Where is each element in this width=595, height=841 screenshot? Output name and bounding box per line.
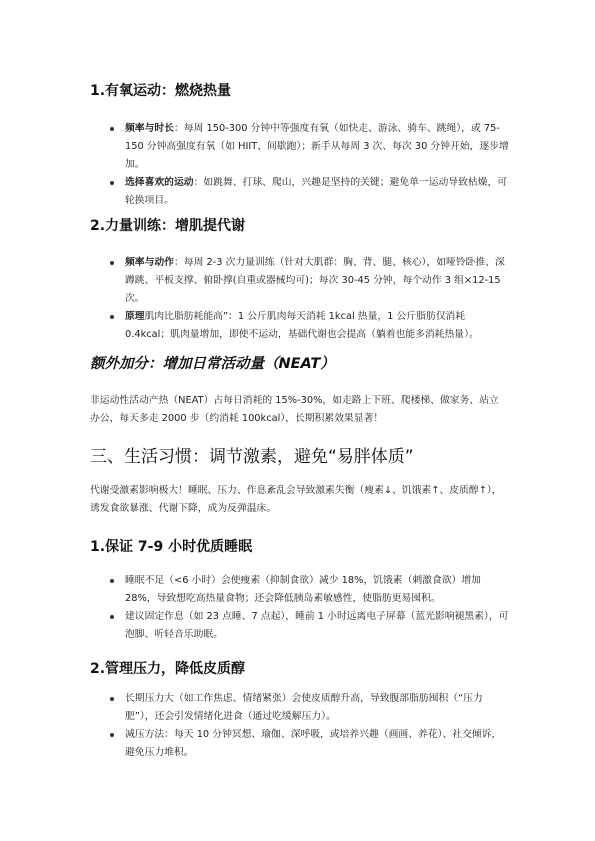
item-text: 睡眠不足（<6 小时）会使瘦素（抑制食欲）减少 18%，饥饿素（刺激食欲）增加 28%，导致想吃高热量食物；还会降低胰岛素敏感性，使脂肪更易囤积。 [125,575,481,604]
item-lead: 原理 [125,311,145,322]
strength-list [0,254,595,344]
bullet-icon [110,261,114,265]
aerobic-list [0,120,595,210]
list-item [0,308,510,344]
bullet-icon [110,733,114,737]
item-lead: 选择喜欢的运动 [125,177,194,188]
stress-list [0,690,595,762]
list-item [0,120,510,174]
item-text: 肌肉比脂肪耗能高”：1 公斤肌肉每天消耗 1kcal 热量，1 公斤脂肪仅消耗 0.4kcal；肌肉量增加，即使不运动，基础代谢也会提高（躺着也能多消耗热量）。 [125,311,479,340]
section-heading-sleep: 1.保证 7-9 小时优质睡眠 [90,539,253,555]
item-lead: 频率与时长 [125,123,174,134]
bullet-icon [110,579,114,583]
list-item [0,726,510,762]
item-text: ：如跳舞、打球、爬山，兴趣是坚持的关键；避免单一运动导致枯燥，可轮换项目。 [125,177,508,206]
bullet-icon [110,697,114,701]
list-item [0,690,510,726]
list-item [0,254,510,308]
sleep-list [0,572,595,644]
item-text: 建议固定作息（如 23 点睡、7 点起），睡前 1 小时远离电子屏幕（蓝光影响褪黑素），可泡脚、听轻音乐助眠。 [125,611,509,640]
item-text: 长期压力大（如工作焦虑、情绪紧张）会使皮质醇升高，导致腹部脂肪囤积（“压力肥”），还会引发情绪化进食（通过吃缓解压力）。 [125,693,483,722]
list-item [0,572,510,608]
neat-paragraph: 非运动性活动产热（NEAT）占每日消耗的 15%-30%，如走路上下班、爬楼梯、做家务、站立办公，每天多走 2000 步（约消耗 100kcal），长期积累效果显著！ [90,395,499,424]
list-item [0,608,510,644]
item-text: 减压方法：每天 10 分钟冥想、瑜伽、深呼吸，或培养兴趣（画画、养花）、社交倾诉，避免压力堆积。 [125,729,502,758]
bullet-icon [110,315,114,319]
item-text: ：每周 2-3 次力量训练（针对大肌群：胸、背、腿、核心），如哑铃卧推、深蹲跳、平板支撑、俯卧撑(自重或器械均可)；每次 30-45 分钟，每个动作 3 组×12-15 次。 [125,257,505,304]
section-heading-lifestyle: 三、生活习惯：调节激素，避免“易胖体质” [90,447,414,467]
bullet-icon [110,181,114,185]
bullet-icon [110,127,114,131]
section-heading-aerobic: 1.有氧运动：燃烧热量 [90,83,232,99]
list-item [0,174,510,210]
bullet-icon [110,615,114,619]
item-lead: 频率与动作 [125,257,174,268]
item-text: ：每周 150-300 分钟中等强度有氧（如快走、游泳、骑车、跳绳），或 75-150 分钟高强度有氧（如 HIIT、间歇跑）；新手从每周 3 次、每次 30 分钟开始，逐步增加。 [125,123,509,170]
section-heading-stress: 2.管理压力，降低皮质醇 [90,661,246,677]
section-heading-neat: 额外加分：增加日常活动量（NEAT） [90,356,335,372]
lifestyle-paragraph: 代谢受激素影响极大！睡眠、压力、作息紊乱会导致激素失衡（瘦素↓、饥饿素↑、皮质醇↑），诱发食欲暴涨、代谢下降，成为反弹温床。 [90,485,502,514]
section-heading-strength: 2.力量训练：增肌提代谢 [90,218,246,234]
